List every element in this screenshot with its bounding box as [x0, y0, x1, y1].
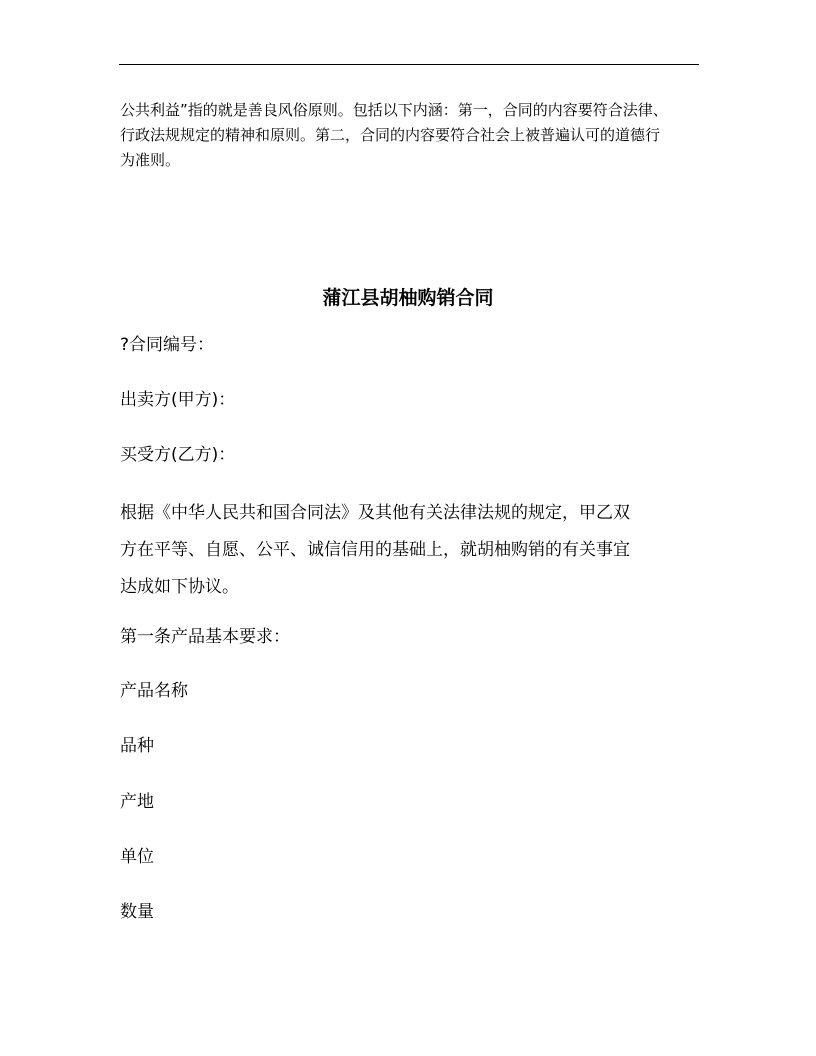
preamble-line: 根据《中华人民共和国合同法》及其他有关法律法规的规定，甲乙双: [120, 503, 630, 523]
field-quantity: 数量: [120, 902, 154, 922]
intro-line: 公共利益”指的就是善良风俗原则。包括以下内涵：第一，合同的内容要符合法律、: [120, 101, 668, 119]
intro-line: 为准则。: [120, 151, 181, 169]
field-origin: 产地: [120, 792, 154, 812]
field-product-name: 产品名称: [120, 681, 188, 701]
article-1-title: 第一条产品基本要求：: [120, 627, 290, 647]
intro-paragraph: [120, 98, 705, 173]
contract-number-label: ?合同编号：: [120, 335, 215, 355]
seller-label: 出卖方(甲方)：: [120, 390, 236, 410]
preamble-line: 达成如下协议。: [120, 577, 239, 597]
field-unit: 单位: [120, 847, 154, 867]
contract-title: 蒲江县胡柚购销合同: [322, 287, 494, 309]
preamble-line: 方在平等、自愿、公平、诚信信用的基础上，就胡柚购销的有关事宜: [120, 540, 630, 560]
field-variety: 品种: [120, 736, 154, 756]
buyer-label: 买受方(乙方)：: [120, 445, 236, 465]
header-rule: [119, 64, 699, 65]
preamble-paragraph: [120, 495, 700, 606]
intro-line: 行政法规规定的精神和原则。第二，合同的内容要符合社会上被普遍认可的道德行: [120, 126, 661, 144]
